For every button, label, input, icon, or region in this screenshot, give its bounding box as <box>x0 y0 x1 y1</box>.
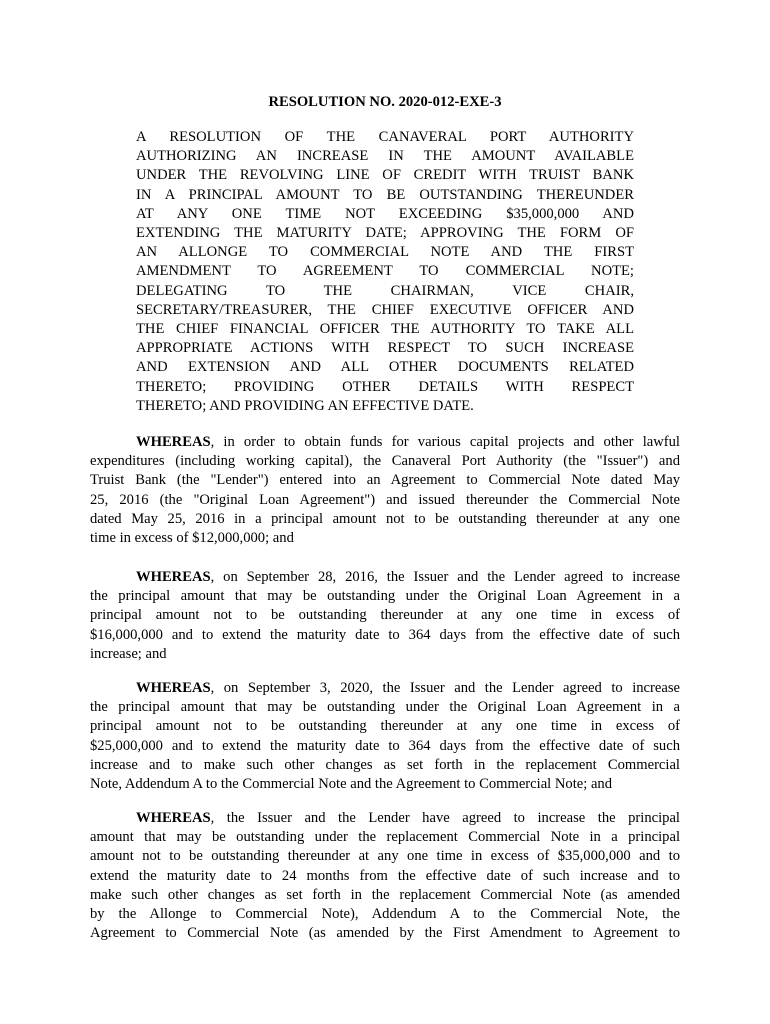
caption-line: UNDER THE REVOLVING LINE OF CREDIT WITH TRUIST BANK <box>136 167 634 184</box>
paragraph-line: Truist Bank (the "Lender") entered into an Agreement to Commercial Note dated May <box>90 472 680 489</box>
caption-line: AN ALLONGE TO COMMERCIAL NOTE AND THE FIRST <box>136 244 634 261</box>
paragraph-line: amount not to be outstanding thereunder at any one time in excess of $35,000,000 and to <box>90 848 680 865</box>
paragraph-line: dated May 25, 2016 in a principal amount not to be outstanding thereunder at any one <box>90 510 680 527</box>
paragraph-first-line <box>90 433 680 452</box>
first-line-text: , the Issuer and the Lender have agreed to increase the principal <box>210 810 680 826</box>
paragraph-line: increase and to make such other changes as set forth in the replacement Commercial <box>90 756 680 773</box>
caption-line: IN A PRINCIPAL AMOUNT TO BE OUTSTANDING THEREUNDER <box>136 186 634 203</box>
caption-line: THE CHIEF FINANCIAL OFFICER THE AUTHORITY TO TAKE ALL <box>136 321 634 338</box>
paragraph-line: $25,000,000 and to extend the maturity date to 364 days from the effective date of such <box>90 737 680 754</box>
paragraph-line: the principal amount that may be outstanding under the Original Loan Agreement in a <box>90 699 680 716</box>
caption-line: AMENDMENT TO AGREEMENT TO COMMERCIAL NOTE; <box>136 263 634 280</box>
caption-line: EXTENDING THE MATURITY DATE; APPROVING THE FORM OF <box>136 225 634 242</box>
paragraph-line: principal amount not to be outstanding thereunder at any one time in excess of <box>90 718 680 735</box>
whereas-paragraph <box>90 433 680 548</box>
first-line-text: , on September 3, 2020, the Issuer and the Lender agreed to increase <box>210 680 680 696</box>
paragraph-line: $16,000,000 and to extend the maturity date to 364 days from the effective date of such <box>90 626 680 643</box>
first-line-text: , in order to obtain funds for various capital projects and other lawful <box>210 434 680 450</box>
whereas-lead: WHEREAS <box>136 810 211 826</box>
paragraph-line: time in excess of $12,000,000; and <box>90 530 294 547</box>
caption-line: SECRETARY/TREASURER, THE CHIEF EXECUTIVE OFFICER AND <box>136 301 634 318</box>
paragraph-line: Agreement to Commercial Note (as amended by the First Amendment to Agreement to <box>90 925 680 942</box>
paragraph-line: by the Allonge to Commercial Note), Addendum A to the Commercial Note, the <box>90 906 680 923</box>
paragraph-line: principal amount not to be outstanding thereunder at any one time in excess of <box>90 607 680 624</box>
caption-line: AND EXTENSION AND ALL OTHER DOCUMENTS RELATED <box>136 359 634 376</box>
paragraph-line: amount that may be outstanding under the replacement Commercial Note in a principal <box>90 829 680 846</box>
paragraph-first-line <box>90 679 680 698</box>
paragraph-line: the principal amount that may be outstanding under the Original Loan Agreement in a <box>90 588 680 605</box>
caption-line: APPROPRIATE ACTIONS WITH RESPECT TO SUCH INCREASE <box>136 340 634 357</box>
paragraph-first-line <box>90 568 680 587</box>
whereas-lead: WHEREAS <box>136 569 211 585</box>
first-line-text: , on September 28, 2016, the Issuer and the Lender agreed to increase <box>210 569 680 585</box>
whereas-paragraph <box>90 568 680 664</box>
resolution-title: RESOLUTION NO. 2020-012-EXE-3 <box>268 94 502 110</box>
whereas-paragraph <box>90 809 680 943</box>
paragraph-first-line <box>90 809 680 828</box>
resolution-caption <box>136 128 634 416</box>
paragraph-line: expenditures (including working capital), the Canaveral Port Authority (the "Issuer") and <box>90 453 680 470</box>
caption-line: A RESOLUTION OF THE CANAVERAL PORT AUTHORITY <box>136 129 634 145</box>
paragraph-line: make such other changes as set forth in the replacement Commercial Note (as amended <box>90 886 680 903</box>
paragraph-line: 25, 2016 (the "Original Loan Agreement") and issued thereunder the Commercial Note <box>90 491 680 508</box>
paragraph-line: Note, Addendum A to the Commercial Note and the Agreement to Commercial Note; and <box>90 776 613 793</box>
paragraph-line: increase; and <box>90 645 167 662</box>
caption-line: THERETO; PROVIDING OTHER DETAILS WITH RESPECT <box>136 378 634 395</box>
whereas-lead: WHEREAS <box>136 680 211 696</box>
caption-line: THERETO; AND PROVIDING AN EFFECTIVE DATE. <box>136 397 474 414</box>
caption-line: DELEGATING TO THE CHAIRMAN, VICE CHAIR, <box>136 282 634 299</box>
whereas-lead: WHEREAS <box>136 434 211 450</box>
caption-line: AUTHORIZING AN INCREASE IN THE AMOUNT AVAILABLE <box>136 148 634 165</box>
caption-line: AT ANY ONE TIME NOT EXCEEDING $35,000,000 AND <box>136 205 634 222</box>
paragraph-line: extend the maturity date to 24 months from the effective date of such increase and to <box>90 867 680 884</box>
whereas-paragraph <box>90 679 680 794</box>
